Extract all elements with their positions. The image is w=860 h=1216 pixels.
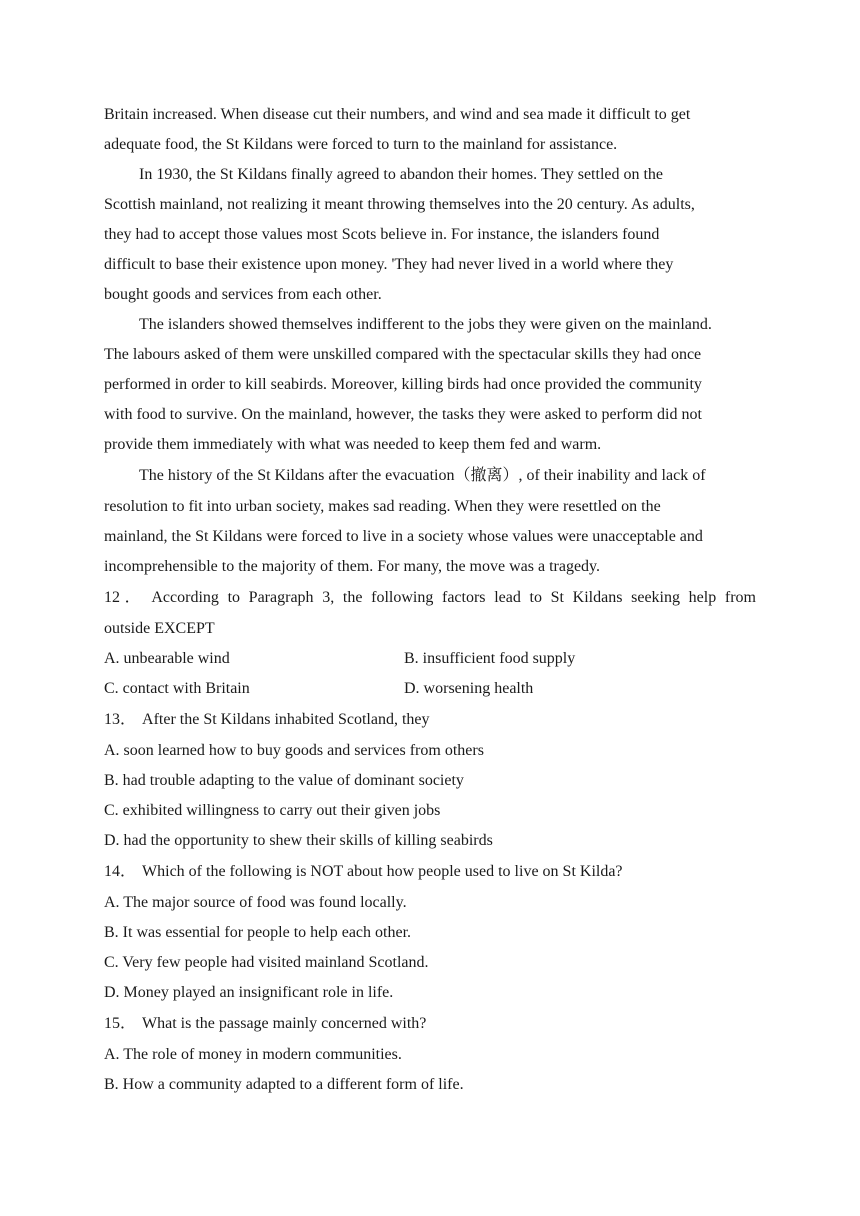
passage-line: incomprehensible to the majority of them. For many, the move was a tragedy. [104,558,601,575]
option-row [104,644,756,674]
question-stem [104,1008,756,1040]
option-d: D. Money played an insignificant role in life. [104,984,394,1001]
passage-line: In 1930, the St Kildans finally agreed to abandon their homes. They settled on the [139,166,664,183]
option-c: C. exhibited willingness to carry out their given jobs [104,802,441,819]
option-d: D. had the opportunity to shew their skills of killing seabirds [104,832,493,849]
question-number: 15． [104,1015,137,1032]
passage-line: The history of the St Kildans after the evacuation（撤离）, of their inability and lack of [139,467,706,484]
option-a: A. The major source of food was found locally. [104,894,407,911]
option-row [104,674,756,704]
option-a: A. soon learned how to buy goods and services from others [104,742,484,759]
passage-line: difficult to base their existence upon money. 'They had never lived in a world where they [104,256,674,273]
option-d: D. worsening health [404,680,534,697]
passage-line: mainland, the St Kildans were forced to live in a society whose values were unacceptable and [104,528,703,545]
passage-line: resolution to fit into urban society, makes sad reading. When they were resettled on the [104,498,661,515]
question-stem [104,582,756,614]
option-b: B. How a community adapted to a different form of life. [104,1076,464,1093]
option-a: A. unbearable wind [104,650,230,667]
question-stem-text: What is the passage mainly concerned with? [142,1015,427,1032]
passage-line: provide them immediately with what was needed to keep them fed and warm. [104,436,602,453]
question-stem-continued: outside EXCEPT [104,620,215,637]
page-content [104,100,756,1100]
passage-line: The labours asked of them were unskilled compared with the spectacular skills they had once [104,346,702,363]
passage-line: Scottish mainland, not realizing it meant throwing themselves into the 20 century. As adults, [104,196,695,213]
question-stem [104,704,756,736]
passage-line: performed in order to kill seabirds. Moreover, killing birds had once provided the community [104,376,702,393]
question-stem-text: After the St Kildans inhabited Scotland, they [142,711,430,728]
option-b: B. insufficient food supply [404,650,576,667]
passage-line: The islanders showed themselves indifferent to the jobs they were given on the mainland. [139,316,712,333]
option-c: C. Very few people had visited mainland Scotland. [104,954,429,971]
question-stem [104,856,756,888]
passage-line: bought goods and services from each other. [104,286,382,303]
question-number: 12． [104,589,146,606]
passage-line: they had to accept those values most Scots believe in. For instance, the islanders found [104,226,660,243]
option-c: C. contact with Britain [104,680,250,697]
question-stem-text: Which of the following is NOT about how people used to live on St Kilda? [142,863,623,880]
passage-line: with food to survive. On the mainland, however, the tasks they were asked to perform did not [104,406,702,423]
passage-line: Britain increased. When disease cut their numbers, and wind and sea made it difficult to get [104,106,691,123]
option-b: B. had trouble adapting to the value of dominant society [104,772,464,789]
passage-line: adequate food, the St Kildans were forced to turn to the mainland for assistance. [104,136,618,153]
question-12 [104,582,756,704]
question-number: 13． [104,711,137,728]
option-a: A. The role of money in modern communities. [104,1046,402,1063]
question-stem-text: According to Paragraph 3, the following factors lead to St Kildans seeking help from [151,589,756,606]
question-number: 14． [104,863,137,880]
question-13 [104,704,756,856]
question-14 [104,856,756,1008]
question-15 [104,1008,756,1100]
passage [104,100,756,582]
option-b: B. It was essential for people to help each other. [104,924,412,941]
